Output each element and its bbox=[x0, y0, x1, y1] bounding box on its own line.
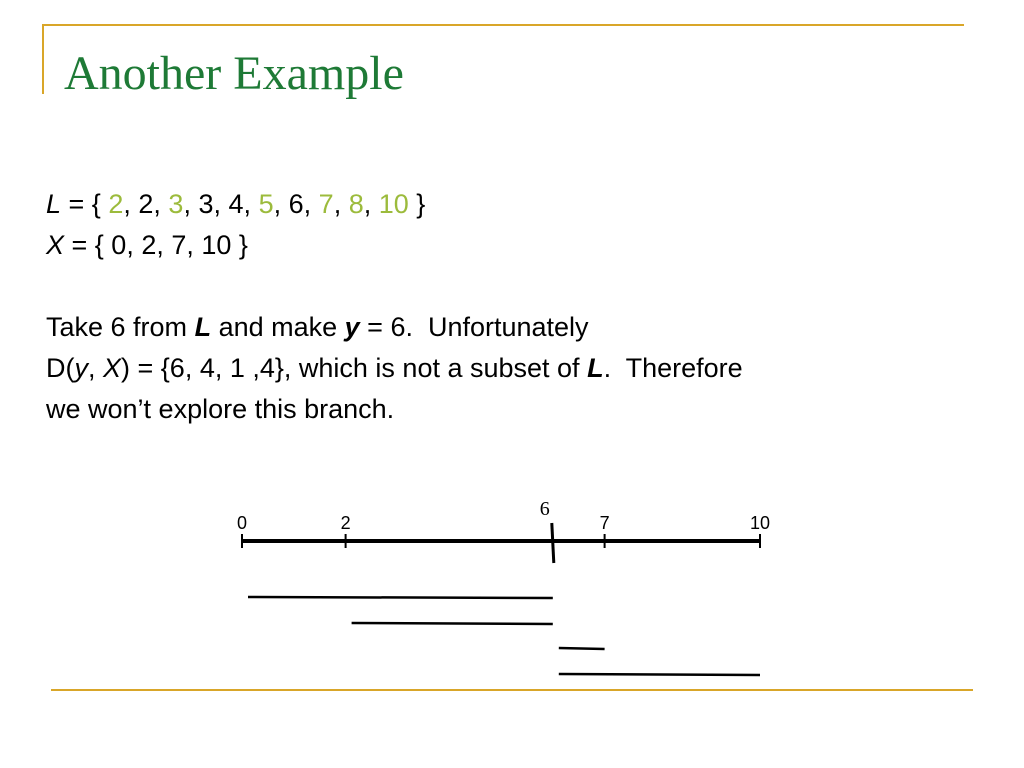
set-L-value: 4 bbox=[228, 189, 244, 219]
p2-text-c: ) = {6, 4, 1 ,4}, which is not a subset of bbox=[121, 353, 588, 383]
p2-var-X: X bbox=[103, 353, 122, 383]
set-L-separator: , bbox=[213, 189, 229, 219]
set-L-value: 6 bbox=[288, 189, 304, 219]
set-L-separator: , bbox=[123, 189, 139, 219]
p2-text-a: D( bbox=[46, 353, 75, 383]
set-L-open: = { bbox=[61, 189, 109, 219]
distance-segment bbox=[559, 648, 605, 649]
candidate-marker bbox=[552, 523, 554, 563]
set-L-separator: , bbox=[363, 189, 379, 219]
set-L-separator: , bbox=[153, 189, 169, 219]
number-line-tick-label: 0 bbox=[236, 513, 248, 533]
candidate-label: 6 bbox=[539, 498, 550, 520]
p1-var-y: y bbox=[344, 312, 360, 342]
p1-text-b: and make bbox=[211, 312, 345, 342]
p2-text-d: . Therefore bbox=[603, 353, 743, 383]
number-line-tick-label: 10 bbox=[749, 513, 771, 533]
set-X-values: = { 0, 2, 7, 10 } bbox=[64, 230, 248, 260]
set-L-value: 5 bbox=[258, 189, 274, 219]
p1-set-L: L bbox=[194, 312, 212, 342]
set-L-value: 2 bbox=[108, 189, 124, 219]
set-L-value: 7 bbox=[318, 189, 334, 219]
p2-var-y: y bbox=[74, 353, 88, 383]
set-L-separator: , bbox=[243, 189, 259, 219]
set-L-value: 3 bbox=[198, 189, 214, 219]
p1-text-c: = 6. Unfortunately bbox=[359, 312, 589, 342]
set-L-value: 8 bbox=[348, 189, 364, 219]
set-L-separator: , bbox=[183, 189, 199, 219]
p2-text-b: , bbox=[88, 353, 104, 383]
p1-text-a: Take 6 from bbox=[46, 312, 195, 342]
number-line-tick-label: 7 bbox=[599, 513, 610, 533]
distance-segment bbox=[352, 623, 553, 624]
footer-rule bbox=[51, 689, 973, 691]
set-L-separator: , bbox=[303, 189, 319, 219]
p2-set-L: L bbox=[587, 353, 604, 383]
distance-segment bbox=[248, 597, 553, 598]
distance-segment bbox=[559, 674, 760, 675]
number-line-tick-label: 2 bbox=[340, 513, 351, 533]
set-L-separator: , bbox=[333, 189, 349, 219]
set-L-value: 3 bbox=[168, 189, 184, 219]
set-L-value: 2 bbox=[138, 189, 154, 219]
set-L-separator: , bbox=[273, 189, 289, 219]
paragraph-line-3: we won’t explore this branch. bbox=[46, 394, 395, 424]
set-L-value: 10 bbox=[378, 189, 409, 219]
set-X-name: X bbox=[46, 230, 65, 260]
set-L-name: L bbox=[46, 189, 62, 219]
set-L-close: } bbox=[408, 189, 426, 219]
slide-title: Another Example bbox=[64, 47, 404, 100]
